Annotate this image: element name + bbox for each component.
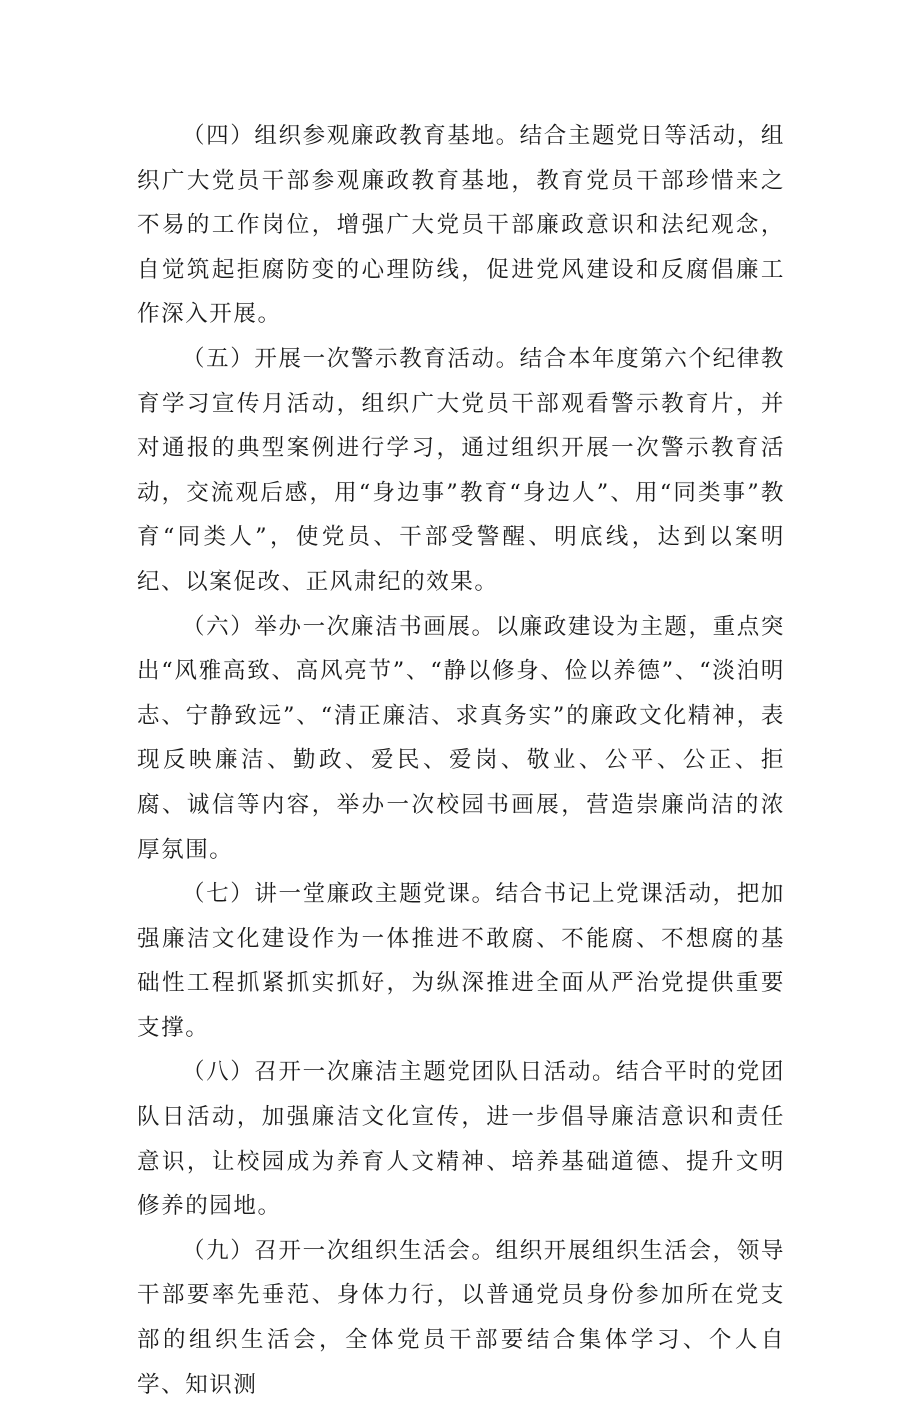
paragraph-item-6: （六）举办一次廉洁书画展。以廉政建设为主题，重点突出“风雅高致、高风亮节”、“静以修身、俭以养德”、“淡泊明志、宁静致远”、“清正廉洁、求真务实”的廉政文化精神，表现反映廉洁、勤政、爱民、爱岗、敬业、公平、公正、拒腐、诚信等内容，举办一次校园书画展，营造崇廉尚洁的浓厚氛围。 <box>137 613 785 863</box>
paragraph-item-8: （八）召开一次廉洁主题党团队日活动。结合平时的党团队日活动，加强廉洁文化宣传，进一步倡导廉洁意识和责任意识，让校园成为养育人文精神、培养基础道德、提升文明修养的园地。 <box>137 1059 785 1220</box>
paragraph-item-7: （七）讲一堂廉政主题党课。结合书记上党课活动，把加强廉洁文化建设作为一体推进不敢腐、不能腐、不想腐的基础性工程抓紧抓实抓好，为纵深推进全面从严治党提供重要支撑。 <box>137 881 785 1041</box>
paragraph-item-9: （九）召开一次组织生活会。组织开展组织生活会，领导干部要率先垂范、身体力行，以普通党员身份参加所在党支部的组织生活会，全体党员干部要结合集体学习、个人自学、知识测 <box>137 1237 785 1398</box>
paragraph-item-4: （四）组织参观廉政教育基地。结合主题党日等活动，组织广大党员干部参观廉政教育基地，教育党员干部珍惜来之不易的工作岗位，增强广大党员干部廉政意识和法纪观念，自觉筑起拒腐防变的心理防线，促进党风建设和反腐倡廉工作深入开展。 <box>137 123 785 328</box>
document-body <box>137 114 785 1407</box>
paragraph-item-5: （五）开展一次警示教育活动。结合本年度第六个纪律教育学习宣传月活动，组织广大党员干部观看警示教育片，并对通报的典型案例进行学习，通过组织开展一次警示教育活动，交流观后感，用“身边事”教育“身边人”、用“同类事”教育“同类人”，使党员、干部受警醒、明底线，达到以案明纪、以案促改、正风肃纪的效果。 <box>137 345 785 595</box>
